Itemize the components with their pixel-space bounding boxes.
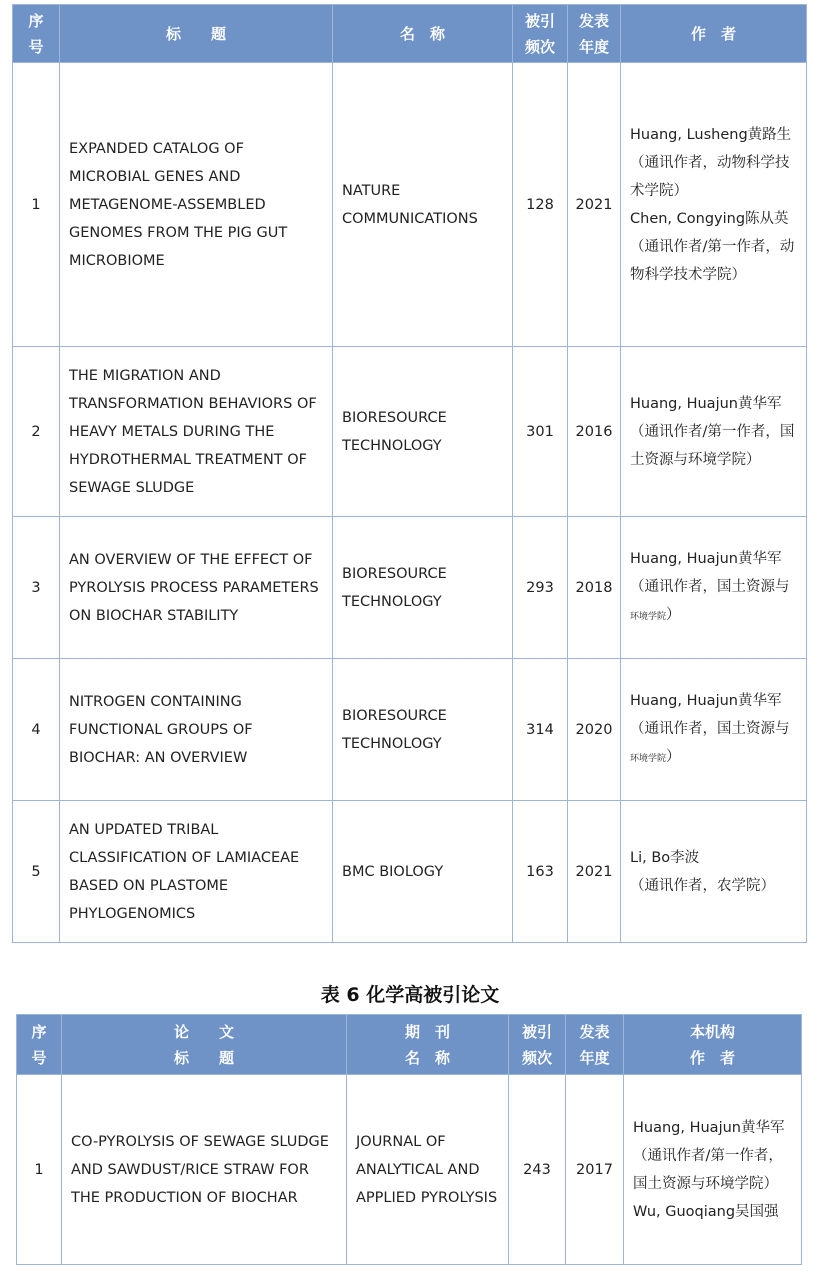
row-title: NITROGEN CONTAINING FUNCTIONAL GROUPS OF BIOCHAR: AN OVERVIEW <box>60 659 333 801</box>
author-line: （通讯作者/第一作者，国土资源与环境学院） <box>630 423 795 468</box>
row-no: 1 <box>13 63 60 347</box>
header-no: 序 号 <box>17 1015 62 1075</box>
row-journal: JOURNAL OF ANALYTICAL AND APPLIED PYROLYSIS <box>347 1075 509 1265</box>
table-1 <box>12 4 807 943</box>
row-authors <box>621 347 807 517</box>
header-cites: 被引 频次 <box>509 1015 566 1075</box>
row-journal: BIORESOURCE TECHNOLOGY <box>333 659 513 801</box>
row-year: 2021 <box>568 801 621 943</box>
row-cites: 301 <box>513 347 568 517</box>
header-author: 作 者 <box>621 5 807 63</box>
row-journal: BMC BIOLOGY <box>333 801 513 943</box>
author-line-close: ） <box>666 748 681 765</box>
author-line: Wu, Guoqiang吴国强 <box>633 1203 779 1220</box>
row-cites: 314 <box>513 659 568 801</box>
author-line: Huang, Huajun黄华军 <box>630 395 782 412</box>
row-authors <box>621 659 807 801</box>
header-title: 标 题 <box>60 5 333 63</box>
author-line-small: 环境学院 <box>630 753 667 764</box>
header-no: 序 号 <box>13 5 60 63</box>
table-2-header-row <box>17 1015 802 1075</box>
table-row <box>13 347 807 517</box>
row-no: 4 <box>13 659 60 801</box>
header-title: 论 文 标 题 <box>62 1015 347 1075</box>
row-year: 2020 <box>568 659 621 801</box>
row-cites: 128 <box>513 63 568 347</box>
row-cites: 163 <box>513 801 568 943</box>
author-line: （通讯作者，国土资源与 <box>630 578 790 595</box>
row-title: AN UPDATED TRIBAL CLASSIFICATION OF LAMIACEAE BASED ON PLASTOME PHYLOGENOMICS <box>60 801 333 943</box>
author-line: Huang, Huajun黄华军 <box>630 692 782 709</box>
table-row <box>13 63 807 347</box>
table-row <box>17 1075 802 1265</box>
row-year: 2021 <box>568 63 621 347</box>
author-line: Huang, Huajun黄华军 <box>633 1119 785 1136</box>
row-cites: 293 <box>513 517 568 659</box>
header-year: 发表 年度 <box>568 5 621 63</box>
table-row <box>13 801 807 943</box>
row-journal: BIORESOURCE TECHNOLOGY <box>333 517 513 659</box>
row-authors <box>621 517 807 659</box>
table-row <box>13 659 807 801</box>
row-title: THE MIGRATION AND TRANSFORMATION BEHAVIORS OF HEAVY METALS DURING THE HYDROTHERMAL TREATMENT OF SEWAGE SLUDGE <box>60 347 333 517</box>
table-2 <box>16 1014 802 1265</box>
header-name: 名 称 <box>333 5 513 63</box>
author-line-close: ） <box>666 606 681 623</box>
row-authors <box>621 801 807 943</box>
author-line: （通讯作者，农学院） <box>630 877 775 894</box>
row-title: EXPANDED CATALOG OF MICROBIAL GENES AND METAGENOME-ASSEMBLED GENOMES FROM THE PIG GUT MICROBIOME <box>60 63 333 347</box>
row-no: 3 <box>13 517 60 659</box>
row-no: 2 <box>13 347 60 517</box>
row-year: 2018 <box>568 517 621 659</box>
author-line-small: 环境学院 <box>630 611 667 622</box>
author-line: （通讯作者/第一作者，国土资源与环境学院） <box>633 1147 783 1192</box>
header-year: 发表 年度 <box>566 1015 624 1075</box>
row-journal: NATURE COMMUNICATIONS <box>333 63 513 347</box>
header-author: 本机构 作 者 <box>624 1015 802 1075</box>
row-no: 1 <box>17 1075 62 1265</box>
row-authors <box>624 1075 802 1265</box>
author-line: Chen, Congying陈从英（通讯作者/第一作者，动物科学技术学院） <box>630 210 795 283</box>
row-no: 5 <box>13 801 60 943</box>
header-name: 期 刊 名 称 <box>347 1015 509 1075</box>
author-line: Huang, Huajun黄华军 <box>630 550 782 567</box>
row-title: CO-PYROLYSIS OF SEWAGE SLUDGE AND SAWDUST/RICE STRAW FOR THE PRODUCTION OF BIOCHAR <box>62 1075 347 1265</box>
row-year: 2016 <box>568 347 621 517</box>
author-line: Huang, Lusheng黄路生（通讯作者，动物科学技术学院） <box>630 126 792 199</box>
row-title: AN OVERVIEW OF THE EFFECT OF PYROLYSIS PROCESS PARAMETERS ON BIOCHAR STABILITY <box>60 517 333 659</box>
row-authors <box>621 63 807 347</box>
table-row <box>13 517 807 659</box>
row-cites: 243 <box>509 1075 566 1265</box>
author-line: （通讯作者，国土资源与 <box>630 720 790 737</box>
table-1-header-row <box>13 5 807 63</box>
row-journal: BIORESOURCE TECHNOLOGY <box>333 347 513 517</box>
row-year: 2017 <box>566 1075 624 1265</box>
author-line: Li, Bo李波 <box>630 849 700 866</box>
table-caption: 表 6 化学高被引论文 <box>320 984 500 1006</box>
header-cites: 被引 频次 <box>513 5 568 63</box>
